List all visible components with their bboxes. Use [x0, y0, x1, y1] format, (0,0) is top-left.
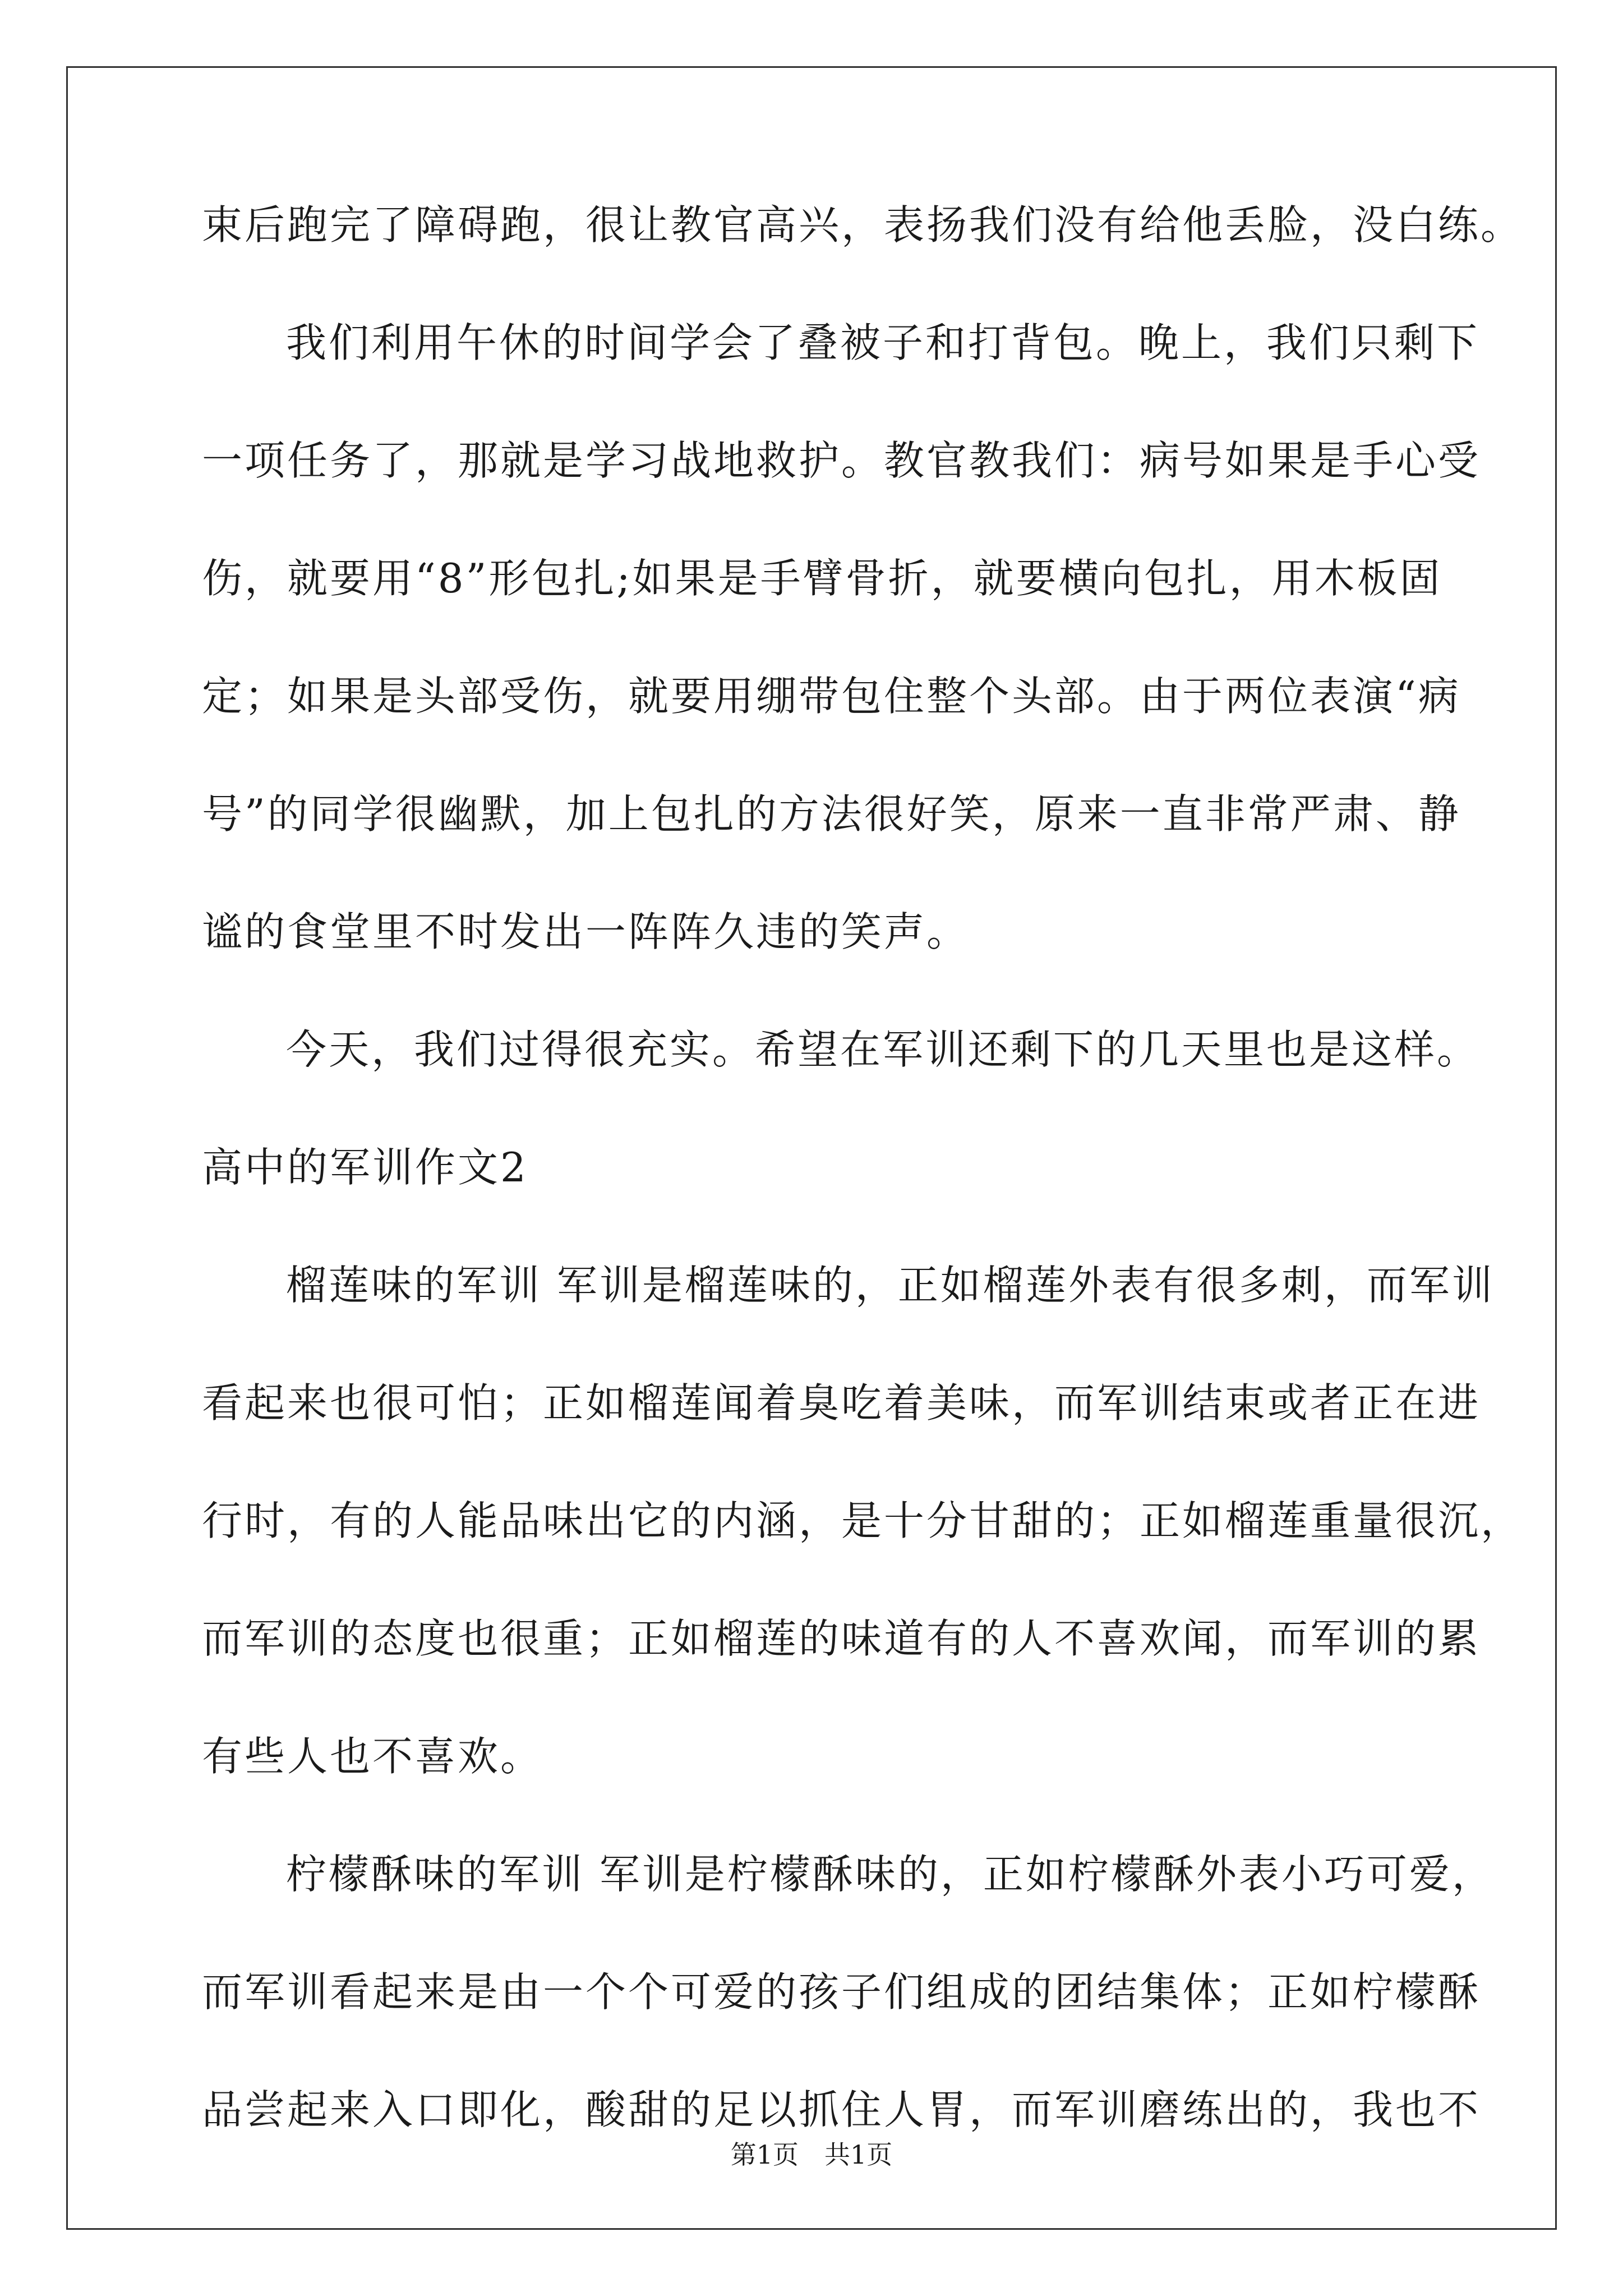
- text-line: 一项任务了，那就是学习战地救护。教官教我们：病号如果是手心受: [202, 437, 1481, 484]
- text-line: 定；如果是头部受伤，就要用绷带包住整个头部。由于两位表演“病: [202, 673, 1461, 720]
- text-line: 伤，就要用“8”形包扎;如果是手臂骨折，就要横向包扎，用木板固: [202, 555, 1442, 602]
- text-line: 榴莲味的军训 军训是榴莲味的，正如榴莲外表有很多刺，而军训: [286, 1262, 1495, 1309]
- text-line: 束后跑完了障碍跑，很让教官高兴，表扬我们没有给他丢脸，没白练。: [202, 201, 1524, 249]
- text-line: 品尝起来入口即化，酸甜的足以抓住人胃，而军训磨练出的，我也不: [202, 2086, 1481, 2133]
- page-footer: 第1页 共1页: [730, 2139, 893, 2170]
- text-line: 号”的同学很幽默，加上包扎的方法很好笑，原来一直非常严肃、静: [202, 790, 1461, 838]
- text-line: 行时，有的人能品味出它的内涵，是十分甘甜的；正如榴莲重量很沉，: [202, 1497, 1524, 1544]
- section-heading: 高中的军训作文2: [202, 1144, 528, 1191]
- text-line: 而军训的态度也很重；正如榴莲的味道有的人不喜欢闻，而军训的累: [202, 1615, 1481, 1662]
- text-line: 柠檬酥味的军训 军训是柠檬酥味的，正如柠檬酥外表小巧可爱，: [286, 1851, 1495, 1898]
- text-line: 我们利用午休的时间学会了叠被子和打背包。晚上，我们只剩下: [286, 319, 1480, 366]
- text-line: 看起来也很可怕；正如榴莲闻着臭吃着美味，而军训结束或者正在进: [202, 1379, 1481, 1427]
- text-line: 而军训看起来是由一个个可爱的孩子们组成的团结集体；正如柠檬酥: [202, 1968, 1481, 2016]
- text-line: 今天，我们过得很充实。希望在军训还剩下的几天里也是这样。: [286, 1026, 1480, 1073]
- text-line: 有些人也不喜欢。: [202, 1733, 543, 1780]
- text-line: 谧的食堂里不时发出一阵阵久违的笑声。: [202, 908, 970, 955]
